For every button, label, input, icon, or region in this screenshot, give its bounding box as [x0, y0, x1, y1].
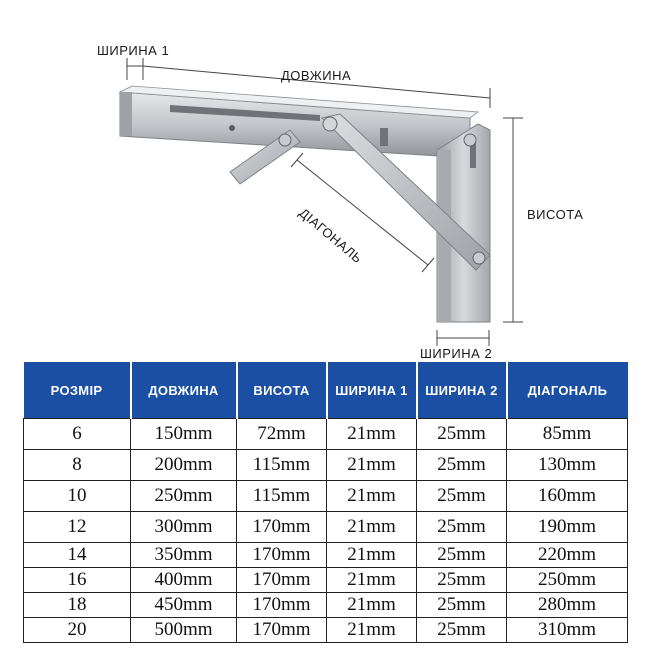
cell-diagonal: 130mm	[507, 450, 628, 481]
cell-diagonal: 190mm	[507, 512, 628, 543]
cell-width1: 21mm	[327, 593, 417, 618]
table-row	[24, 450, 628, 481]
cell-height: 72mm	[237, 419, 327, 450]
cell-diagonal: 160mm	[507, 481, 628, 512]
cell-length: 500mm	[131, 618, 237, 643]
cell-size: 20	[24, 618, 131, 643]
header-diagonal: ДІАГОНАЛЬ	[507, 362, 628, 419]
cell-height: 115mm	[237, 450, 327, 481]
table-row	[24, 543, 628, 568]
cell-size: 12	[24, 512, 131, 543]
cell-width2: 25mm	[417, 481, 507, 512]
cell-width2: 25mm	[417, 450, 507, 481]
height-dimension	[503, 118, 523, 322]
cell-size: 16	[24, 568, 131, 593]
table-row	[24, 481, 628, 512]
diagonal-label: ДІАГОНАЛЬ	[296, 205, 366, 267]
cell-length: 400mm	[131, 568, 237, 593]
cell-diagonal: 280mm	[507, 593, 628, 618]
header-width1: ШИРИНА 1	[327, 362, 417, 419]
cell-height: 115mm	[237, 481, 327, 512]
width1-dimension	[127, 58, 143, 80]
cell-height: 170mm	[237, 543, 327, 568]
cell-width1: 21mm	[327, 568, 417, 593]
cell-length: 250mm	[131, 481, 237, 512]
cell-height: 170mm	[237, 568, 327, 593]
header-width2: ШИРИНА 2	[417, 362, 507, 419]
cell-size: 18	[24, 593, 131, 618]
cell-diagonal: 250mm	[507, 568, 628, 593]
cell-diagonal: 220mm	[507, 543, 628, 568]
cell-width1: 21mm	[327, 450, 417, 481]
cell-length: 300mm	[131, 512, 237, 543]
table-row	[24, 618, 628, 643]
table-row	[24, 512, 628, 543]
cell-diagonal: 85mm	[507, 419, 628, 450]
cell-width1: 21mm	[327, 419, 417, 450]
cell-width2: 25mm	[417, 543, 507, 568]
width1-label: ШИРИНА 1	[97, 43, 170, 58]
cell-length: 450mm	[131, 593, 237, 618]
cell-height: 170mm	[237, 618, 327, 643]
width2-label: ШИРИНА 2	[420, 346, 493, 361]
header-height: ВИСОТА	[237, 362, 327, 419]
header-size: РОЗМІР	[24, 362, 131, 419]
cell-size: 6	[24, 419, 131, 450]
size-spec-table	[23, 362, 628, 643]
table-row	[24, 568, 628, 593]
cell-width2: 25mm	[417, 512, 507, 543]
cell-height: 170mm	[237, 593, 327, 618]
cell-diagonal: 310mm	[507, 618, 628, 643]
table-row	[24, 419, 628, 450]
cell-width1: 21mm	[327, 512, 417, 543]
length-label: ДОВЖИНА	[281, 68, 352, 83]
cell-width2: 25mm	[417, 419, 507, 450]
cell-length: 350mm	[131, 543, 237, 568]
cell-width2: 25mm	[417, 593, 507, 618]
cell-width1: 21mm	[327, 481, 417, 512]
table-row	[24, 593, 628, 618]
cell-height: 170mm	[237, 512, 327, 543]
cell-width1: 21mm	[327, 543, 417, 568]
height-label: ВИСОТА	[527, 207, 584, 222]
cell-size: 10	[24, 481, 131, 512]
cell-width1: 21mm	[327, 618, 417, 643]
cell-length: 150mm	[131, 419, 237, 450]
cell-size: 14	[24, 543, 131, 568]
table-header-row	[24, 362, 628, 419]
header-length: ДОВЖИНА	[131, 362, 237, 419]
cell-width2: 25mm	[417, 568, 507, 593]
width2-dimension	[437, 330, 489, 346]
cell-width2: 25mm	[417, 618, 507, 643]
horizontal-arm	[120, 86, 478, 158]
cell-size: 8	[24, 450, 131, 481]
cell-length: 200mm	[131, 450, 237, 481]
